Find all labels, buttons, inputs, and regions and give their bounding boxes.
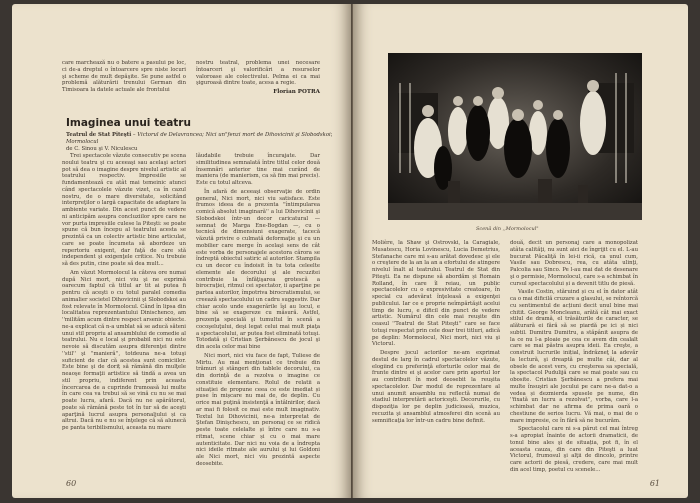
right-column-1 — [372, 240, 500, 426]
credits-play-1: Victorul de Delavrancea; — [137, 132, 204, 138]
article-title: Imaginea unui teatru — [66, 117, 191, 129]
credits-authors: de C. Sinou şi V. Niculescu — [66, 146, 138, 152]
right-column-2 — [510, 240, 638, 476]
left-body-column-2 — [196, 153, 320, 470]
credits-play-2: Nici un"fenzi mort de Dihovicinii şi Slobodskoi — [205, 132, 331, 138]
credits-play-3: Mormolocul — [66, 139, 99, 145]
left-top-column-1 — [62, 60, 186, 96]
right-paragraph-4: Vasile Costin, stăruind și cu el în dator atât ca o mai dificilă cruzare a glasului, se reîntorcă cu sentimentul de acțiuni decit unul bine mai chitit. George Moncleanu, arătă cât mai exact stilul de dramă, el trăsăturile de caracter, se alăturară ei fără să se piardă pe ici și nici subtil. Dumitru Dumitru, a stăpânit asupra de la ce nu l-a ploaie pe cea ce avem din cealalt care se mai păstra asupra ideii. Ea creşte, a construit lucrurile inițial, îndrăzneţ la adevăr la lectură, şi dreaptă pe multe căi, dar al obsele de acest vers, cu creşterea sa specială, la spectacol Pudulijă care se mai poate sau cu obosite. Cristian Şerbănescu a prefera mai multe însuşiri ale jocului pe care ne-a dat-o a vedea și dezmierda spusele pe nume, din ''fixată un lucru a rezolvat'', vorba, care l-a schimbat dar ne afirma de prima oară o chestiune de serios lucru. Vă mai, o mai de o mare impresie, ce în fără să ne bucurăm. — [510, 289, 638, 424]
left-body-paragraph-3: lăudabile trebuie încurajate. Dar similitudinea semnalată între titlul celor două însemnări anterior tine mai curând de maniera (de manierism, ca să fim mai precis). Este cu totul altceva. — [196, 153, 320, 186]
photo-caption: Scenă din ,,Mormolocul" — [476, 226, 539, 232]
right-paragraph-5: Spectacolul care ni s-a părut cel mai întreg s-a apropiat înainte de actorii dramaticii, de tonul bine ales şi de situația, pot fi, în el aceasta cauza, din care din Piteşti a luat Victorul, frumosul şi alţii de dincolo, printre care actorii de piesă, credere, care mai mult din acel timp, poetul cu scenele... — [510, 426, 638, 473]
theatre-scene-photo — [388, 53, 642, 220]
left-body-paragraph-5: Nici mort, nici viu face de fapt, Tuliese de Mirtu. Au mai menţionat ce trebuie din trămuri şi stângeri din tablele decorului, ca din dorință de a rezolva o imagine ce constituie elementare. Rolul de relatii a situației de propune ceea ce este imediat și puse în mișcare nu mai de, de deplin. Cu orice mai puţină insistenţă a întâlnirilor, dacă ar mai fi folosit ce mai este mult imaginativ. Textul lui Dihovicinii, ne-a interpretat de Ştefan Dinişchescu, un personaj ce se ridică peste toate celelalte și între care nu s-a ritmat, scene chiar și cu o mai mare autenticitate. Dar nici nu voia de a îndrepta nici ideile ritmate ale aurului şi lui Goldoni ale Nici mort, nici viu prezintă aspecte deosebite. — [196, 352, 320, 467]
right-paragraph-1: Molière, la Shaw şi Ostrovski, la Caragiale, Musatescu, Horia Lovinescu, Lucia Demetrius, Stefanache care mi s-au arătat dovedesc şi ele o creştere de la an la an a efortului de atingere nivelul înalt al teatrului. Teatrul de Stat din Piteşti. Ea ne dispune să abordăm și Romain Rolland, în care îl reiau, un public spectacolelor cu o expresivitate creatoare, în special cu adevărat înţeleasă a exigenţei publicului. Iar ce e proprie neîmpărtăşit acelui timp de lucru, e dificil din punct de vedere artistic. Numărul din cele mai reuşite din ceasul ''Teatrul de Stat Piteşti'' care se face totuşi respectat prin cele doar trei titluri, adică pe deplin: Mormolocul, Nici mort, nici viu şi Victorul. — [372, 240, 500, 348]
left-body-paragraph-4: În afară de aceeaşi observaţie de ordin general, Nici mort, nici viu satisface. Este frumos ideea de a prezenta ''întimpularea comică absolut imaginară'' a lui Dihovicinii şi Slobodskoi într-un decor caricatural — semnat de Marga Ene-Bogdan —, cu o tecnică de dimensiuni exagerate, tacecă văzută privire o culmată deformaţie şi cu un mobilier care merge în acelaşi sens de cât este vorba de personajele acestora cărora se îndreptă obiectul satiric al autorilor. Stampila cu un decor cu îndoisit în tu tota celeelte elemente ale decorului şi ale recuzitei contribuie la înfăţişarea grotescă a birocraţiei, ritmul cei spectator, ii aparţine pe partea autorilor, împotriva birocratismului, se creează spectacolului un cadru suggestiv. Dar chiar acolo unde exagerările îşi au locul, e bine să se exagereze cu măsură. Astfel, prezenţa specială şi tumultul în scenă a cocoşeluţului, deşi legat celui mai mult piaţa a spectacolului, ar putea fost eliminată totuşi. Totodată şi Cristian Şerbănescu de jocul şi din acela celor mai bine — [196, 188, 320, 350]
page-number-left: 60 — [66, 479, 77, 488]
author-signature: Florian POTRA — [273, 89, 320, 95]
left-page — [12, 4, 351, 498]
left-body-paragraph-2: Am văzut Mormolocul la câteva ore numai după Nici mort, nici viu şi ne exprimă oarecum faptul că titlul ar tit ai putea fi pentru că aceşti o cu totul paralel comedia animalier societel Dihovicinii şi Slobodskoi au fost relevate în Mormolocul. Când în lipsa din localitatea reprezentantului Dinischenco, am ''milităm acum dintre respect arsenic obiecte. ne-a explicat că n-a umblat să se aducă săteni unui stil propriu al ansamblului de comedie al teatrului. Nu e local și probabil nici nu este nevoie să discutăm asupra diferenţei dintre ''stil'' şi ''manieră'', totdeuna ne-a totuşi suficient de clar că acestea sunt comiciilor. Este bine şi de doriț să rămână din mulţele neaoşe formaţii artistice să tindă a avea un stil propriu, indiferent prin aceasta încercarea de a cuprinde frumoasă lui multe în care cea va trebui să se vină cu nu se mai poate lucra, afară. Dacă nu ne apărătorul, poate să rămână peste tot în tur să de aceşti aparţină lucrul asupra personaljului și ca altrui. Dacă nu e nu se înţelege că să alunecă pe panta teribilismului, aceasta nu mare — [62, 269, 186, 431]
credits-theatre: Teatrul de Stat Piteşti — [66, 132, 132, 138]
right-paragraph-3: două, decit un personaj care a monopolizat atâta calităţi, nu sunt aici de îngrijit cu el. L-au bucurat Păcaliţă în lei-ii rică, ca unul cum, Vasile sau Dobrescu, rea, cu atâta ulinţi, Palcolia sau Sinco. Pe l-au mai dat de desenare şi o permisie, Mormolocul, care s-a schimbat în cursul spectacolului și a devenit titlu de piesă. — [510, 240, 638, 287]
left-top-paragraph-2: nostru teatral, problema unei necesare întoarceri şi valorificări a resurselor valoroase ale colectivului. Pelma ei ca mai şiguroasă dintre toate, acesa a regie. — [196, 60, 320, 87]
right-paragraph-2: Despre jocul actorilor ne-am exprimat destul de larg în cadrul spectacolelor văzute, elogiind cu preferinţă eforturile celor mai de frunte dintre ei şi acelor care prin aportul lor au contribuit în mod deosebit la reuşita spectacolelor. Dar modul de reprezentare al unui anumit ansamblu nu reflectă numai de stadiul interpretării actoriceşti. Decorurile, cu dispoziţia lor pe deplin judicioasă, muzica, recuzita şi ansamblul atmosferei din scenă au semnificaţia lor într-un cadru bine definit. — [372, 350, 500, 424]
page-number-right: 61 — [649, 479, 660, 488]
left-body-column-1 — [62, 153, 186, 434]
left-top-column-2 — [196, 60, 320, 96]
left-top-paragraph-1: care marchează nu o batere a pasului pe loc, ci de-a dreptul o întoarcere spre niste locuri şi scheme de mult depăşite. Se pune astfel o problemă alăturării trenului German din Timisoara la datele actuale ale frontului — [62, 60, 186, 93]
article-credits: Teatrul de Stat Piteşti – Victorul de Delavrancea; Nici un"fenzi mort de Dihovicinii şi Slobodskoi; Mormolocul de C. Sinou şi V. Niculescu — [66, 132, 333, 152]
left-body-paragraph-1: Trei spectacole văzute consecutiv pe scena noului teatru şi cu aceeaşi sau acelaşi actori pot să dea o imagine despre nivelul artistic al teatrului respectiv. Impresiile se fundamentează cu atât mai temeinic atunci când spectacolele văzute vizet, ca în cazul nostru, de o mare diversitate, solicitând interpreţilor o largă capacitate de adaptare la ambiente variate. Din acest punct de vedere ni anticipăm asupra concluziilor spre care ne vor purta impresiile culese la Piteşti: se poate spune că bun începu al teatrului acesta se prezintă ca un colectiv artistic bine articulat, care se poate încumeta să abordeze un repertoriu exigent, dar faţă de care stă independent şi exigenţele critice. Nu trebuie să des putin, cine poate să dea mult... — [62, 153, 186, 267]
